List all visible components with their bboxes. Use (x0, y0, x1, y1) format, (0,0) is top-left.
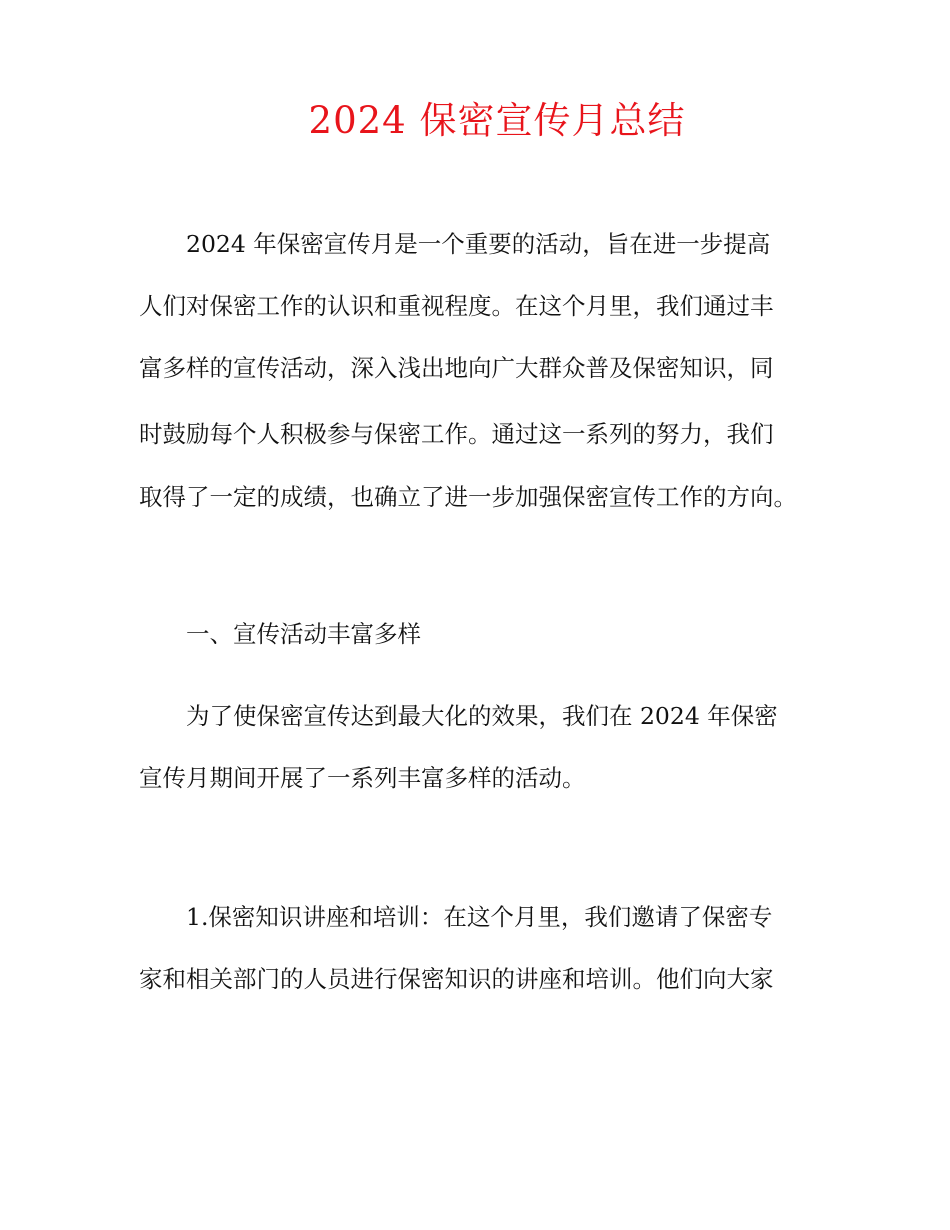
paragraph-line: 2024 年保密宣传月是一个重要的活动，旨在进一步提高 (186, 230, 771, 258)
paragraph-line: 时鼓励每个人积极参与保密工作。通过这一系列的努力，我们 (139, 420, 774, 448)
paragraph-line: 家和相关部门的人员进行保密知识的讲座和培训。他们向大家 (139, 965, 774, 993)
paragraph-line: 为了使保密宣传达到最大化的效果，我们在 2024 年保密 (186, 702, 778, 730)
paragraph-line: 1.保密知识讲座和培训：在这个月里，我们邀请了保密专 (186, 903, 773, 931)
document-title: 2024 保密宣传月总结 (308, 99, 686, 142)
paragraph-line: 宣传月期间开展了一系列丰富多样的活动。 (139, 764, 586, 792)
paragraph-line: 富多样的宣传活动，深入浅出地向广大群众普及保密知识，同 (139, 354, 774, 382)
paragraph-line: 人们对保密工作的认识和重视程度。在这个月里，我们通过丰 (139, 292, 774, 320)
section-heading: 一、宣传活动丰富多样 (186, 620, 421, 648)
paragraph-line: 取得了一定的成绩，也确立了进一步加强保密宣传工作的方向。 (139, 483, 797, 511)
